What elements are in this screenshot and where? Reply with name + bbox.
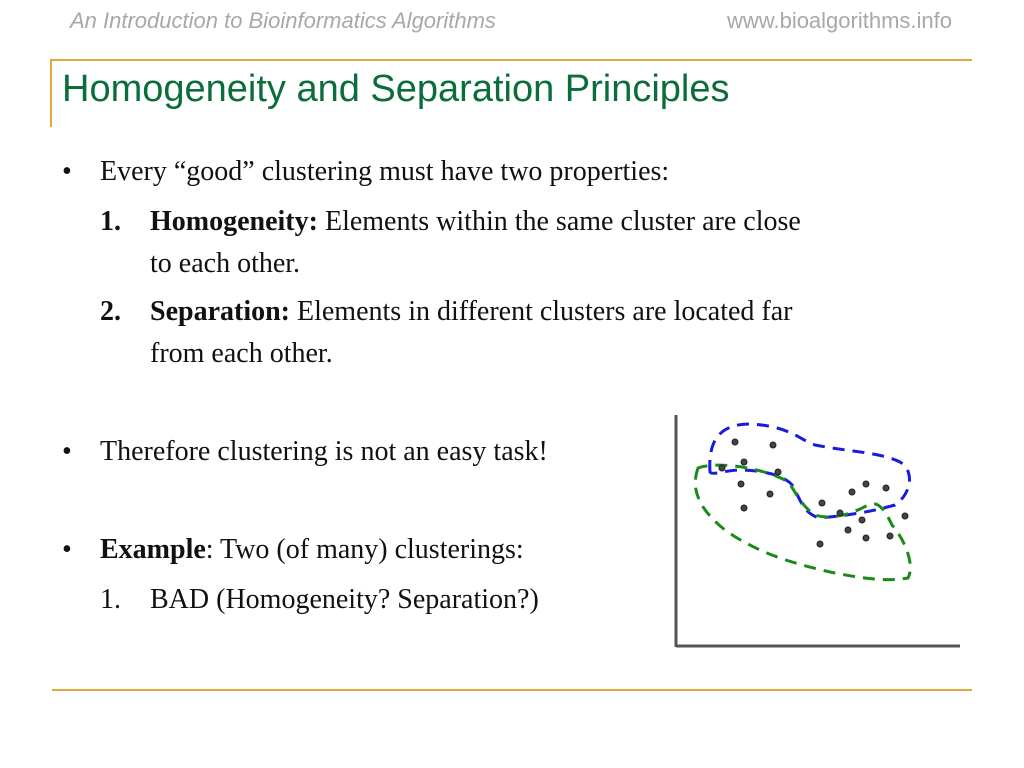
data-point (845, 527, 851, 533)
term-homogeneity: Homogeneity: (150, 206, 318, 237)
data-point (732, 439, 738, 445)
item-number: 1. (100, 584, 121, 615)
example-text: : Two (of many) clusterings: (205, 534, 524, 565)
item-homogeneity-continued: to each other. (150, 248, 301, 279)
data-point (770, 442, 776, 448)
data-point (741, 505, 747, 511)
data-point (902, 513, 908, 519)
bullet-marker: • (62, 156, 72, 187)
term-example: Example (100, 534, 206, 565)
data-point (738, 481, 744, 487)
data-point (863, 481, 869, 487)
data-point (741, 459, 747, 465)
data-point (863, 535, 869, 541)
item-separation (150, 292, 792, 332)
bullet-good-clustering: Every “good” clustering must have two properties: (100, 156, 670, 187)
data-point (837, 510, 843, 516)
bullet-marker: • (62, 534, 72, 565)
left-accent-bar (50, 59, 52, 127)
homogeneity-definition: Elements within the same cluster are close (317, 206, 801, 237)
bottom-divider (52, 689, 972, 691)
data-point (819, 500, 825, 506)
item-number: 1. (100, 206, 121, 237)
item-bad-clustering: BAD (Homogeneity? Separation?) (150, 584, 539, 615)
item-separation-continued: from each other. (150, 338, 333, 369)
item-number: 2. (100, 296, 121, 327)
term-separation: Separation: (150, 296, 290, 327)
data-point (817, 541, 823, 547)
header-course-title: An Introduction to Bioinformatics Algorithms (70, 8, 496, 33)
separation-definition: Elements in different clusters are located far (290, 296, 793, 327)
data-point (859, 517, 865, 523)
bullet-example (100, 530, 524, 570)
slide-title: Homogeneity and Separation Principles (62, 68, 730, 110)
top-divider (52, 59, 972, 61)
data-point (719, 465, 725, 471)
data-point (887, 533, 893, 539)
data-point (767, 491, 773, 497)
bullet-marker: • (62, 436, 72, 467)
plot-background (660, 405, 970, 655)
header-website: www.bioalgorithms.info (727, 8, 952, 33)
bullet-not-easy: Therefore clustering is not an easy task! (100, 436, 548, 467)
data-point (849, 489, 855, 495)
data-point (775, 469, 781, 475)
item-homogeneity (150, 202, 801, 242)
clustering-illustration (660, 405, 970, 655)
data-point (883, 485, 889, 491)
